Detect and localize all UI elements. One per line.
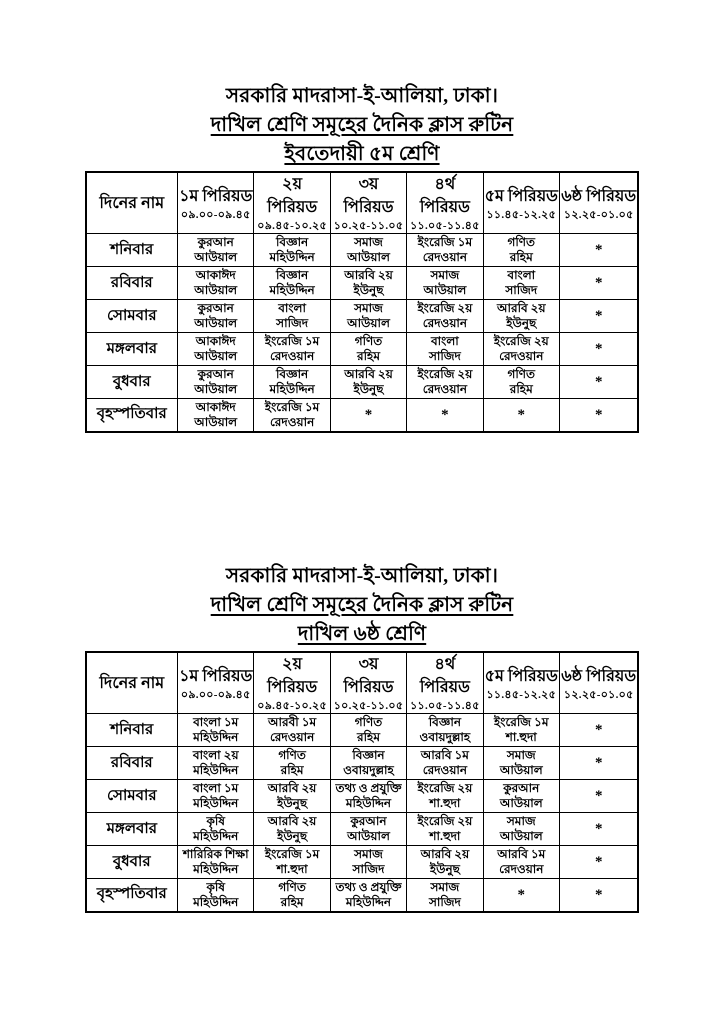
- period-time: ১০.২৫-১১.০৫: [333, 220, 404, 232]
- teacher-name: আউয়াল: [499, 829, 543, 843]
- table-row: [86, 234, 639, 267]
- period-time: ১২.২৫-০১.০৫: [563, 688, 634, 701]
- subject-name: আরবি ২য়: [267, 781, 317, 795]
- routine-section-class5: [0, 82, 724, 433]
- period-time: ১২.২৫-০১.০৫: [563, 208, 634, 221]
- asterisk-mark: *: [594, 722, 603, 738]
- subject-cell: [178, 399, 254, 432]
- period-time: ১১.৪৫-১২.২৫: [486, 688, 557, 701]
- period-label: ৬ষ্ঠ পিরিয়ড: [561, 187, 637, 205]
- teacher-name: রেদওয়ান: [269, 730, 315, 744]
- subject-name: বাংলা ১ম: [193, 781, 239, 795]
- subject-name: আরবী ১ম: [268, 715, 317, 729]
- teacher-name: রেদওয়ান: [269, 414, 315, 429]
- table-row: [86, 333, 639, 366]
- empty-period-cell: [559, 300, 638, 333]
- teacher-name: মহিউদ্দিন: [193, 862, 239, 876]
- subject-cell: [254, 780, 330, 813]
- subject-name: ইংরেজি ১ম: [264, 847, 320, 861]
- subject-cell: [330, 879, 406, 912]
- subject-cell: [178, 234, 254, 267]
- day-cell: সোমবার: [86, 300, 178, 333]
- subject-cell: [330, 267, 406, 300]
- teacher-name: রেদওয়ান: [422, 763, 468, 777]
- header-row: [86, 172, 639, 234]
- teacher-name: ইউনুছ: [353, 382, 384, 396]
- subject-name: ইংরেজি ২য়: [417, 301, 473, 315]
- period-label: ৫ম পিরিয়ড: [484, 187, 558, 205]
- subject-name: বাংলা: [278, 301, 306, 315]
- teacher-name: আউয়াল: [194, 414, 238, 429]
- teacher-name: আউয়াল: [347, 829, 390, 843]
- routine-section-class6: [0, 562, 724, 913]
- subject-cell: [407, 366, 483, 399]
- header-row: [86, 652, 639, 714]
- subject-name: আকাঈদ: [195, 334, 236, 348]
- period-time: ০৯.৪৫-১০.২৫: [257, 220, 327, 232]
- period-label: ৪র্থ পিরিয়ড: [419, 176, 470, 216]
- empty-period-cell: [559, 714, 638, 747]
- period-header-cell: [330, 652, 406, 714]
- subject-cell: [178, 846, 254, 879]
- subject-cell: [254, 714, 330, 747]
- asterisk-mark: *: [594, 308, 603, 324]
- empty-period-cell: [330, 399, 406, 432]
- routine-table-class6: [85, 651, 640, 913]
- subject-cell: [254, 747, 330, 780]
- period-header-cell: [483, 652, 559, 714]
- teacher-name: সাজিদ: [428, 894, 461, 909]
- subject-cell: [483, 300, 559, 333]
- subject-name: আরবি ২য়: [496, 301, 546, 315]
- empty-period-cell: [559, 234, 638, 267]
- teacher-name: আউয়াল: [499, 763, 543, 777]
- teacher-name: শা.হুদা: [505, 730, 537, 744]
- subject-name: কুরআন: [197, 367, 234, 381]
- teacher-name: আউয়াল: [194, 382, 238, 396]
- subject-name: আরবি ২য়: [267, 814, 317, 828]
- empty-period-cell: [483, 399, 559, 432]
- teacher-name: মহিউদ্দিন: [345, 894, 392, 909]
- table-row: [86, 267, 639, 300]
- table-header: [86, 172, 639, 234]
- day-cell: বুধবার: [86, 366, 178, 399]
- subject-name: সমাজ: [354, 301, 383, 315]
- subject-cell: [407, 300, 483, 333]
- subject-cell: [178, 747, 254, 780]
- period-header-cell: [483, 172, 559, 234]
- teacher-name: শা.হুদা: [429, 829, 461, 843]
- subject-name: আরবি ২য়: [344, 367, 393, 381]
- subject-cell: [407, 780, 483, 813]
- subject-name: কুরআন: [197, 235, 234, 249]
- subject-cell: [483, 747, 559, 780]
- subject-cell: [330, 333, 406, 366]
- period-label: ১ম পিরিয়ড: [179, 667, 253, 685]
- teacher-name: ইউনুছ: [277, 829, 308, 843]
- subject-cell: [407, 234, 483, 267]
- subject-name: গণিত: [507, 367, 536, 381]
- day-cell: বৃহস্পতিবার: [86, 399, 178, 432]
- subject-cell: [178, 366, 254, 399]
- subject-name: সমাজ: [430, 879, 460, 894]
- subject-name: সমাজ: [506, 814, 536, 828]
- subject-cell: [483, 234, 559, 267]
- empty-period-cell: [559, 846, 638, 879]
- day-header-cell: দিনের নাম: [86, 172, 178, 234]
- teacher-name: সাজিদ: [352, 862, 385, 876]
- subject-cell: [178, 714, 254, 747]
- subject-name: বাংলা: [507, 268, 536, 282]
- teacher-name: সাজিদ: [428, 349, 461, 363]
- routine-table-class5: [85, 171, 640, 433]
- empty-period-cell: [559, 813, 638, 846]
- teacher-name: মহিউদ্দিন: [193, 796, 239, 810]
- teacher-name: রহিম: [280, 763, 304, 777]
- asterisk-mark: *: [517, 886, 526, 903]
- teacher-name: ওবায়দুল্লাহ: [419, 730, 471, 744]
- subject-cell: [254, 813, 330, 846]
- subject-name: গণিত: [354, 334, 383, 348]
- day-cell: সোমবার: [86, 780, 178, 813]
- period-label: ১ম পিরিয়ড: [179, 187, 253, 205]
- asterisk-mark: *: [594, 242, 603, 258]
- subject-name: আকাঈদ: [195, 268, 236, 282]
- class-title: ইবতেদায়ী ৫ম শ্রেণি: [284, 143, 440, 165]
- asterisk-mark: *: [594, 374, 603, 390]
- teacher-name: আউয়াল: [194, 349, 238, 363]
- empty-period-cell: [559, 780, 638, 813]
- subject-name: আরবি ২য়: [420, 847, 470, 861]
- table-row: [86, 846, 639, 879]
- subject-name: বিজ্ঞান: [275, 367, 309, 381]
- period-header-cell: [330, 172, 406, 234]
- subject-name: শারিরিক শিক্ষা: [182, 847, 249, 861]
- period-label: ২য় পিরিয়ড: [267, 176, 318, 216]
- period-header-cell: [254, 652, 330, 714]
- subject-name: গণিত: [354, 715, 383, 729]
- routine-title: দাখিল শ্রেণি সমূহের দৈনিক ক্লাস রুটিন: [210, 114, 514, 136]
- subject-cell: [330, 234, 406, 267]
- subject-cell: [407, 747, 483, 780]
- teacher-name: আউয়াল: [347, 316, 390, 330]
- subject-cell: [330, 366, 406, 399]
- subject-cell: [254, 300, 330, 333]
- period-label: ৪র্থ পিরিয়ড: [419, 656, 470, 696]
- period-header-cell: [178, 652, 254, 714]
- teacher-name: আউয়াল: [194, 316, 238, 330]
- period-label: ৫ম পিরিয়ড: [484, 667, 558, 685]
- teacher-name: রহিম: [356, 730, 380, 744]
- teacher-name: রেদওয়ান: [422, 382, 468, 396]
- subject-cell: [330, 813, 406, 846]
- subject-cell: [407, 333, 483, 366]
- period-label: ৩য় পিরিয়ড: [343, 656, 394, 696]
- table-row: [86, 780, 639, 813]
- teacher-name: মহিউদ্দিন: [193, 763, 239, 777]
- period-header-cell: [559, 172, 638, 234]
- subject-cell: [178, 780, 254, 813]
- subject-name: কৃষি: [206, 879, 225, 894]
- teacher-name: আউয়াল: [194, 250, 238, 264]
- period-time: ১০.২৫-১১.০৫: [333, 700, 404, 712]
- subject-cell: [330, 846, 406, 879]
- subject-name: তথ্য ও প্রযুক্তি: [335, 879, 402, 894]
- subject-name: তথ্য ও প্রযুক্তি: [335, 781, 402, 795]
- subject-cell: [178, 267, 254, 300]
- empty-period-cell: [559, 879, 638, 912]
- teacher-name: রহিম: [280, 894, 304, 909]
- subject-cell: [178, 879, 254, 912]
- subject-cell: [254, 234, 330, 267]
- table-row: [86, 399, 639, 432]
- table-header: [86, 652, 639, 714]
- period-label: ৬ষ্ঠ পিরিয়ড: [561, 667, 637, 685]
- school-name: সরকারি মাদরাসা-ই-আলিয়া, ঢাকা।: [225, 565, 499, 587]
- subject-name: গণিত: [278, 879, 306, 894]
- empty-period-cell: [559, 333, 638, 366]
- period-header-cell: [407, 652, 483, 714]
- asterisk-mark: *: [517, 406, 526, 423]
- subject-name: বাংলা ১ম: [193, 715, 239, 729]
- teacher-name: শা.হুদা: [276, 862, 308, 876]
- subject-name: কৃষি: [206, 814, 225, 828]
- asterisk-mark: *: [594, 821, 603, 837]
- period-header-cell: [559, 652, 638, 714]
- period-label: ৩য় পিরিয়ড: [343, 176, 394, 216]
- subject-cell: [407, 879, 483, 912]
- subject-name: বিজ্ঞান: [428, 715, 461, 729]
- day-cell: শনিবার: [86, 714, 178, 747]
- teacher-name: মহিউদ্দিন: [269, 250, 315, 264]
- teacher-name: মহিউদ্দিন: [269, 382, 315, 396]
- subject-cell: [407, 267, 483, 300]
- day-cell: শনিবার: [86, 234, 178, 267]
- subject-name: কুরআন: [503, 781, 540, 795]
- subject-cell: [483, 780, 559, 813]
- subject-name: কুরআন: [350, 814, 387, 828]
- subject-cell: [178, 813, 254, 846]
- period-time: ১১.৪৫-১২.২৫: [486, 208, 557, 221]
- empty-period-cell: [559, 366, 638, 399]
- subject-name: বিজ্ঞান: [275, 268, 309, 282]
- teacher-name: ইউনুছ: [429, 862, 460, 876]
- subject-name: গণিত: [507, 235, 536, 249]
- subject-cell: [330, 300, 406, 333]
- subject-cell: [254, 333, 330, 366]
- asterisk-mark: *: [594, 854, 603, 870]
- period-time: ১১.০৫-১১.৪৫: [410, 700, 480, 712]
- subject-cell: [178, 300, 254, 333]
- asterisk-mark: *: [594, 406, 603, 423]
- empty-period-cell: [483, 879, 559, 912]
- table-row: [86, 879, 639, 912]
- day-cell: রবিবার: [86, 267, 178, 300]
- period-time: ০৯.০০-০৯.৪৫: [180, 688, 251, 701]
- teacher-name: মহিউদ্দিন: [345, 796, 392, 810]
- teacher-name: ইউনুছ: [277, 796, 308, 810]
- period-time: ১১.০৫-১১.৪৫: [410, 220, 480, 232]
- subject-name: বিজ্ঞান: [352, 748, 385, 762]
- subject-name: বাংলা ২য়: [192, 748, 239, 762]
- subject-name: গণিত: [278, 748, 306, 762]
- teacher-name: আউয়াল: [194, 283, 238, 297]
- subject-cell: [330, 780, 406, 813]
- subject-name: কুরআন: [197, 301, 234, 315]
- teacher-name: রহিম: [509, 250, 533, 264]
- period-header-cell: [254, 172, 330, 234]
- teacher-name: আউয়াল: [499, 796, 543, 810]
- subject-name: সমাজ: [354, 847, 383, 861]
- subject-cell: [483, 267, 559, 300]
- empty-period-cell: [559, 399, 638, 432]
- teacher-name: মহিউদ্দিন: [193, 730, 239, 744]
- teacher-name: রেদওয়ান: [269, 349, 315, 363]
- period-time: ০৯.৪৫-১০.২৫: [257, 700, 327, 712]
- subject-name: বাংলা: [431, 334, 459, 348]
- subject-cell: [254, 879, 330, 912]
- subject-name: আরবি ১ম: [420, 748, 469, 762]
- day-cell: বুধবার: [86, 846, 178, 879]
- asterisk-mark: *: [594, 788, 603, 804]
- empty-period-cell: [559, 267, 638, 300]
- table-body: [86, 714, 639, 912]
- subject-cell: [483, 333, 559, 366]
- teacher-name: আউয়াল: [347, 250, 390, 264]
- teacher-name: মহিউদ্দিন: [193, 894, 239, 909]
- subject-cell: [254, 366, 330, 399]
- subject-cell: [178, 333, 254, 366]
- subject-name: ইংরেজি ১ম: [417, 235, 473, 249]
- asterisk-mark: *: [594, 341, 603, 357]
- table-row: [86, 300, 639, 333]
- teacher-name: ওবায়দুল্লাহ: [343, 763, 394, 777]
- teacher-name: ইউনুছ: [506, 316, 537, 330]
- asterisk-mark: *: [594, 275, 603, 291]
- teacher-name: রহিম: [356, 349, 380, 363]
- subject-cell: [407, 846, 483, 879]
- subject-name: সমাজ: [506, 748, 536, 762]
- empty-period-cell: [559, 747, 638, 780]
- subject-name: সমাজ: [430, 268, 460, 282]
- subject-cell: [330, 714, 406, 747]
- subject-cell: [483, 714, 559, 747]
- teacher-name: সাজিদ: [505, 283, 538, 297]
- table-body: [86, 234, 639, 432]
- subject-cell: [483, 813, 559, 846]
- subject-cell: [254, 399, 330, 432]
- teacher-name: রেদওয়ান: [499, 349, 544, 363]
- subject-name: ইংরেজি ১ম: [264, 334, 320, 348]
- teacher-name: রেদওয়ান: [422, 250, 468, 264]
- day-cell: বৃহস্পতিবার: [86, 879, 178, 912]
- subject-name: ইংরেজি ১ম: [264, 399, 320, 414]
- teacher-name: শা.হুদা: [429, 796, 461, 810]
- subject-name: সমাজ: [354, 235, 383, 249]
- subject-name: ইংরেজি ২য়: [493, 334, 549, 348]
- period-label: ২য় পিরিয়ড: [267, 656, 318, 696]
- class-title: দাখিল ৬ষ্ঠ শ্রেণি: [297, 623, 427, 645]
- routine-title: দাখিল শ্রেণি সমূহের দৈনিক ক্লাস রুটিন: [210, 594, 514, 616]
- subject-cell: [254, 267, 330, 300]
- subject-name: আরবি ১ম: [497, 847, 546, 861]
- subject-cell: [483, 366, 559, 399]
- asterisk-mark: *: [364, 406, 373, 423]
- teacher-name: মহিউদ্দিন: [193, 829, 239, 843]
- subject-cell: [407, 714, 483, 747]
- teacher-name: সাজিদ: [276, 316, 309, 330]
- asterisk-mark: *: [594, 886, 603, 903]
- subject-name: ইংরেজি ২য়: [417, 367, 473, 381]
- asterisk-mark: *: [441, 406, 449, 423]
- subject-name: ইংরেজি ২য়: [417, 814, 473, 828]
- day-header-cell: দিনের নাম: [86, 652, 178, 714]
- school-name: সরকারি মাদরাসা-ই-আলিয়া, ঢাকা।: [225, 85, 499, 107]
- day-cell: মঙ্গলবার: [86, 813, 178, 846]
- empty-period-cell: [407, 399, 483, 432]
- subject-name: আকাঈদ: [195, 399, 236, 414]
- subject-name: ইংরেজি ১ম: [494, 715, 549, 729]
- period-time: ০৯.০০-০৯.৪৫: [180, 208, 251, 221]
- subject-cell: [483, 846, 559, 879]
- subject-name: আরবি ২য়: [344, 268, 393, 282]
- teacher-name: রহিম: [509, 382, 533, 396]
- subject-name: বিজ্ঞান: [275, 235, 309, 249]
- period-header-cell: [407, 172, 483, 234]
- table-row: [86, 714, 639, 747]
- day-cell: রবিবার: [86, 747, 178, 780]
- teacher-name: আউয়াল: [423, 283, 467, 297]
- teacher-name: ইউনুছ: [353, 283, 384, 297]
- teacher-name: মহিউদ্দিন: [269, 283, 315, 297]
- table-row: [86, 747, 639, 780]
- period-header-cell: [178, 172, 254, 234]
- teacher-name: রেদওয়ান: [499, 862, 544, 876]
- subject-cell: [254, 846, 330, 879]
- day-cell: মঙ্গলবার: [86, 333, 178, 366]
- subject-name: ইংরেজি ২য়: [417, 781, 473, 795]
- subject-cell: [407, 813, 483, 846]
- table-row: [86, 366, 639, 399]
- subject-cell: [330, 747, 406, 780]
- teacher-name: রেদওয়ান: [422, 316, 468, 330]
- asterisk-mark: *: [594, 755, 603, 771]
- table-row: [86, 813, 639, 846]
